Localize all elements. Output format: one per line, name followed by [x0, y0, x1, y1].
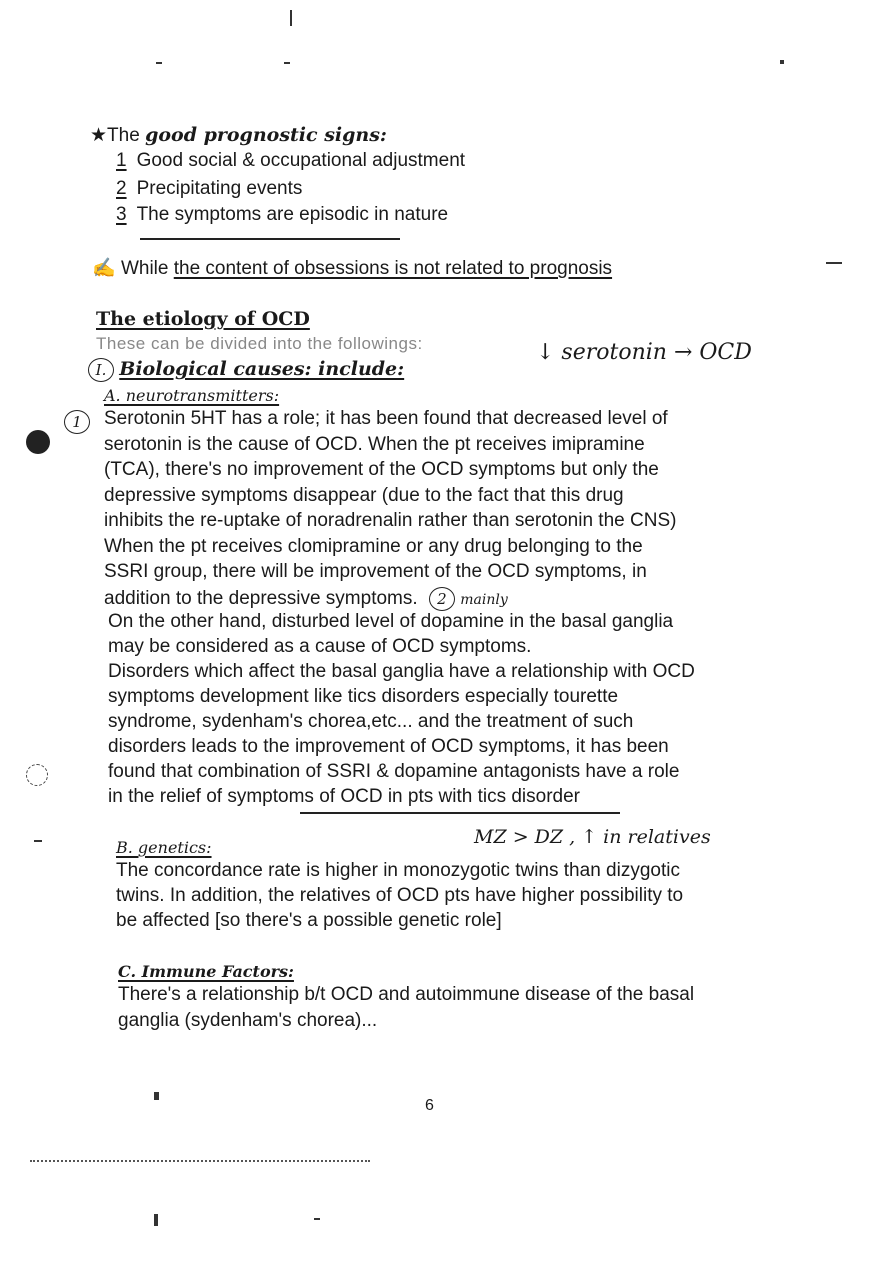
- item1-num: 1: [64, 410, 90, 434]
- prognostic-item-2: [116, 178, 302, 200]
- scan-speck: [314, 1218, 320, 1220]
- while-line: [92, 256, 612, 280]
- prognostic-title: [90, 124, 387, 147]
- genetics-line-2: twins. In addition, the relatives of OCD pts have higher possibility to: [116, 885, 684, 906]
- scan-speck: [284, 62, 290, 64]
- sub-b-heading: B. genetics:: [116, 838, 212, 857]
- prognostic-item-3-text: The symptoms are episodic in nature: [136, 204, 449, 225]
- para-line-7: SSRI group, there will be improvement of the OCD symptoms, in: [104, 561, 647, 582]
- para2-line-6: disorders leads to the improvement of OCD symptoms, it has been: [108, 736, 669, 757]
- scan-speck: [156, 62, 162, 64]
- serotonin-margin-note: ↓ serotonin → OCD: [536, 340, 752, 365]
- item1-marker: [64, 410, 90, 434]
- para2-line-8: in the relief of symptoms of OCD in pts with tics disorder: [108, 786, 580, 807]
- prognostic-item-2-text: Precipitating events: [136, 178, 303, 199]
- section1-num: I.: [88, 358, 114, 382]
- genetics-line-3: be affected [so there's a possible genetic role]: [116, 910, 502, 931]
- genetics-margin-note: MZ > DZ , ↑ in relatives: [474, 826, 711, 848]
- para2-line-2: may be considered as a cause of OCD symptoms.: [108, 636, 532, 657]
- prognostic-item-1: [116, 150, 465, 172]
- etiology-heading: The etiology of OCD: [96, 308, 310, 330]
- para2-line-4: symptoms development like tics disorders especially tourette: [108, 686, 619, 707]
- page-number: 6: [425, 1097, 434, 1114]
- immune-line-1: There's a relationship b/t OCD and autoimmune disease of the basal: [118, 984, 695, 1005]
- prognostic-title-italic: good prognostic signs:: [145, 124, 387, 146]
- scan-speck: [780, 60, 784, 64]
- para2-line-7: found that combination of SSRI & dopamine antagonists have a role: [108, 761, 680, 782]
- para-line-8: [104, 587, 508, 611]
- genetics-line-1: The concordance rate is higher in monozygotic twins than dizygotic: [116, 860, 680, 881]
- scan-speck: [30, 1160, 370, 1162]
- para2-line-5: syndrome, sydenham's chorea,etc... and the treatment of such: [108, 711, 634, 732]
- para-line-1: Serotonin 5HT has a role; it has been found that decreased level of: [104, 408, 668, 429]
- prognostic-item-3-num: 3: [116, 204, 127, 225]
- scan-speck: [34, 840, 42, 842]
- hand-icon: ✍: [92, 258, 121, 279]
- hole-punch-mark: [26, 430, 50, 454]
- para-line-2: serotonin is the cause of OCD. When the pt receives imipramine: [104, 434, 645, 455]
- scan-speck: [290, 10, 292, 26]
- para2-line-1: On the other hand, disturbed level of dopamine in the basal ganglia: [108, 611, 674, 632]
- prognostic-title-prefix: ★The: [90, 125, 146, 146]
- underline-mark: [140, 238, 400, 240]
- immune-line-2: ganglia (sydenham's chorea)...: [118, 1010, 378, 1031]
- para-line-5: inhibits the re-uptake of noradrenalin rather than serotonin the CNS): [104, 510, 677, 531]
- scan-speck: [826, 262, 842, 264]
- prognostic-item-2-num: 2: [116, 178, 127, 199]
- para-line-8-text: addition to the depressive symptoms.: [104, 588, 418, 609]
- underline-mark: [300, 812, 620, 814]
- prognostic-item-1-num: 1: [116, 150, 127, 171]
- sub-c-heading: C. Immune Factors:: [118, 962, 294, 981]
- scan-speck: [154, 1092, 159, 1100]
- para-line-6: When the pt receives clomipramine or any drug belonging to the: [104, 536, 643, 557]
- section1: [88, 358, 404, 382]
- scan-speck: [154, 1214, 158, 1226]
- prognostic-item-3: [116, 204, 448, 226]
- section1-label: Biological causes: include:: [119, 358, 405, 380]
- para-line-3: (TCA), there's no improvement of the OCD symptoms but only the: [104, 459, 659, 480]
- etiology-intro: These can be divided into the followings:: [96, 334, 423, 353]
- para2-line-3: Disorders which affect the basal ganglia have a relationship with OCD: [108, 661, 695, 682]
- item2-note: mainly: [460, 592, 508, 608]
- item2-num: 2: [429, 587, 455, 611]
- para-line-4: depressive symptoms disappear (due to the fact that this drug: [104, 485, 624, 506]
- while-prefix: While: [120, 258, 174, 279]
- prognostic-item-1-text: Good social & occupational adjustment: [136, 150, 466, 171]
- sub-a-heading: A. neurotransmitters:: [104, 386, 280, 405]
- hole-punch-mark: [26, 764, 48, 786]
- while-underlined: the content of obsessions is not related to prognosis: [173, 258, 613, 279]
